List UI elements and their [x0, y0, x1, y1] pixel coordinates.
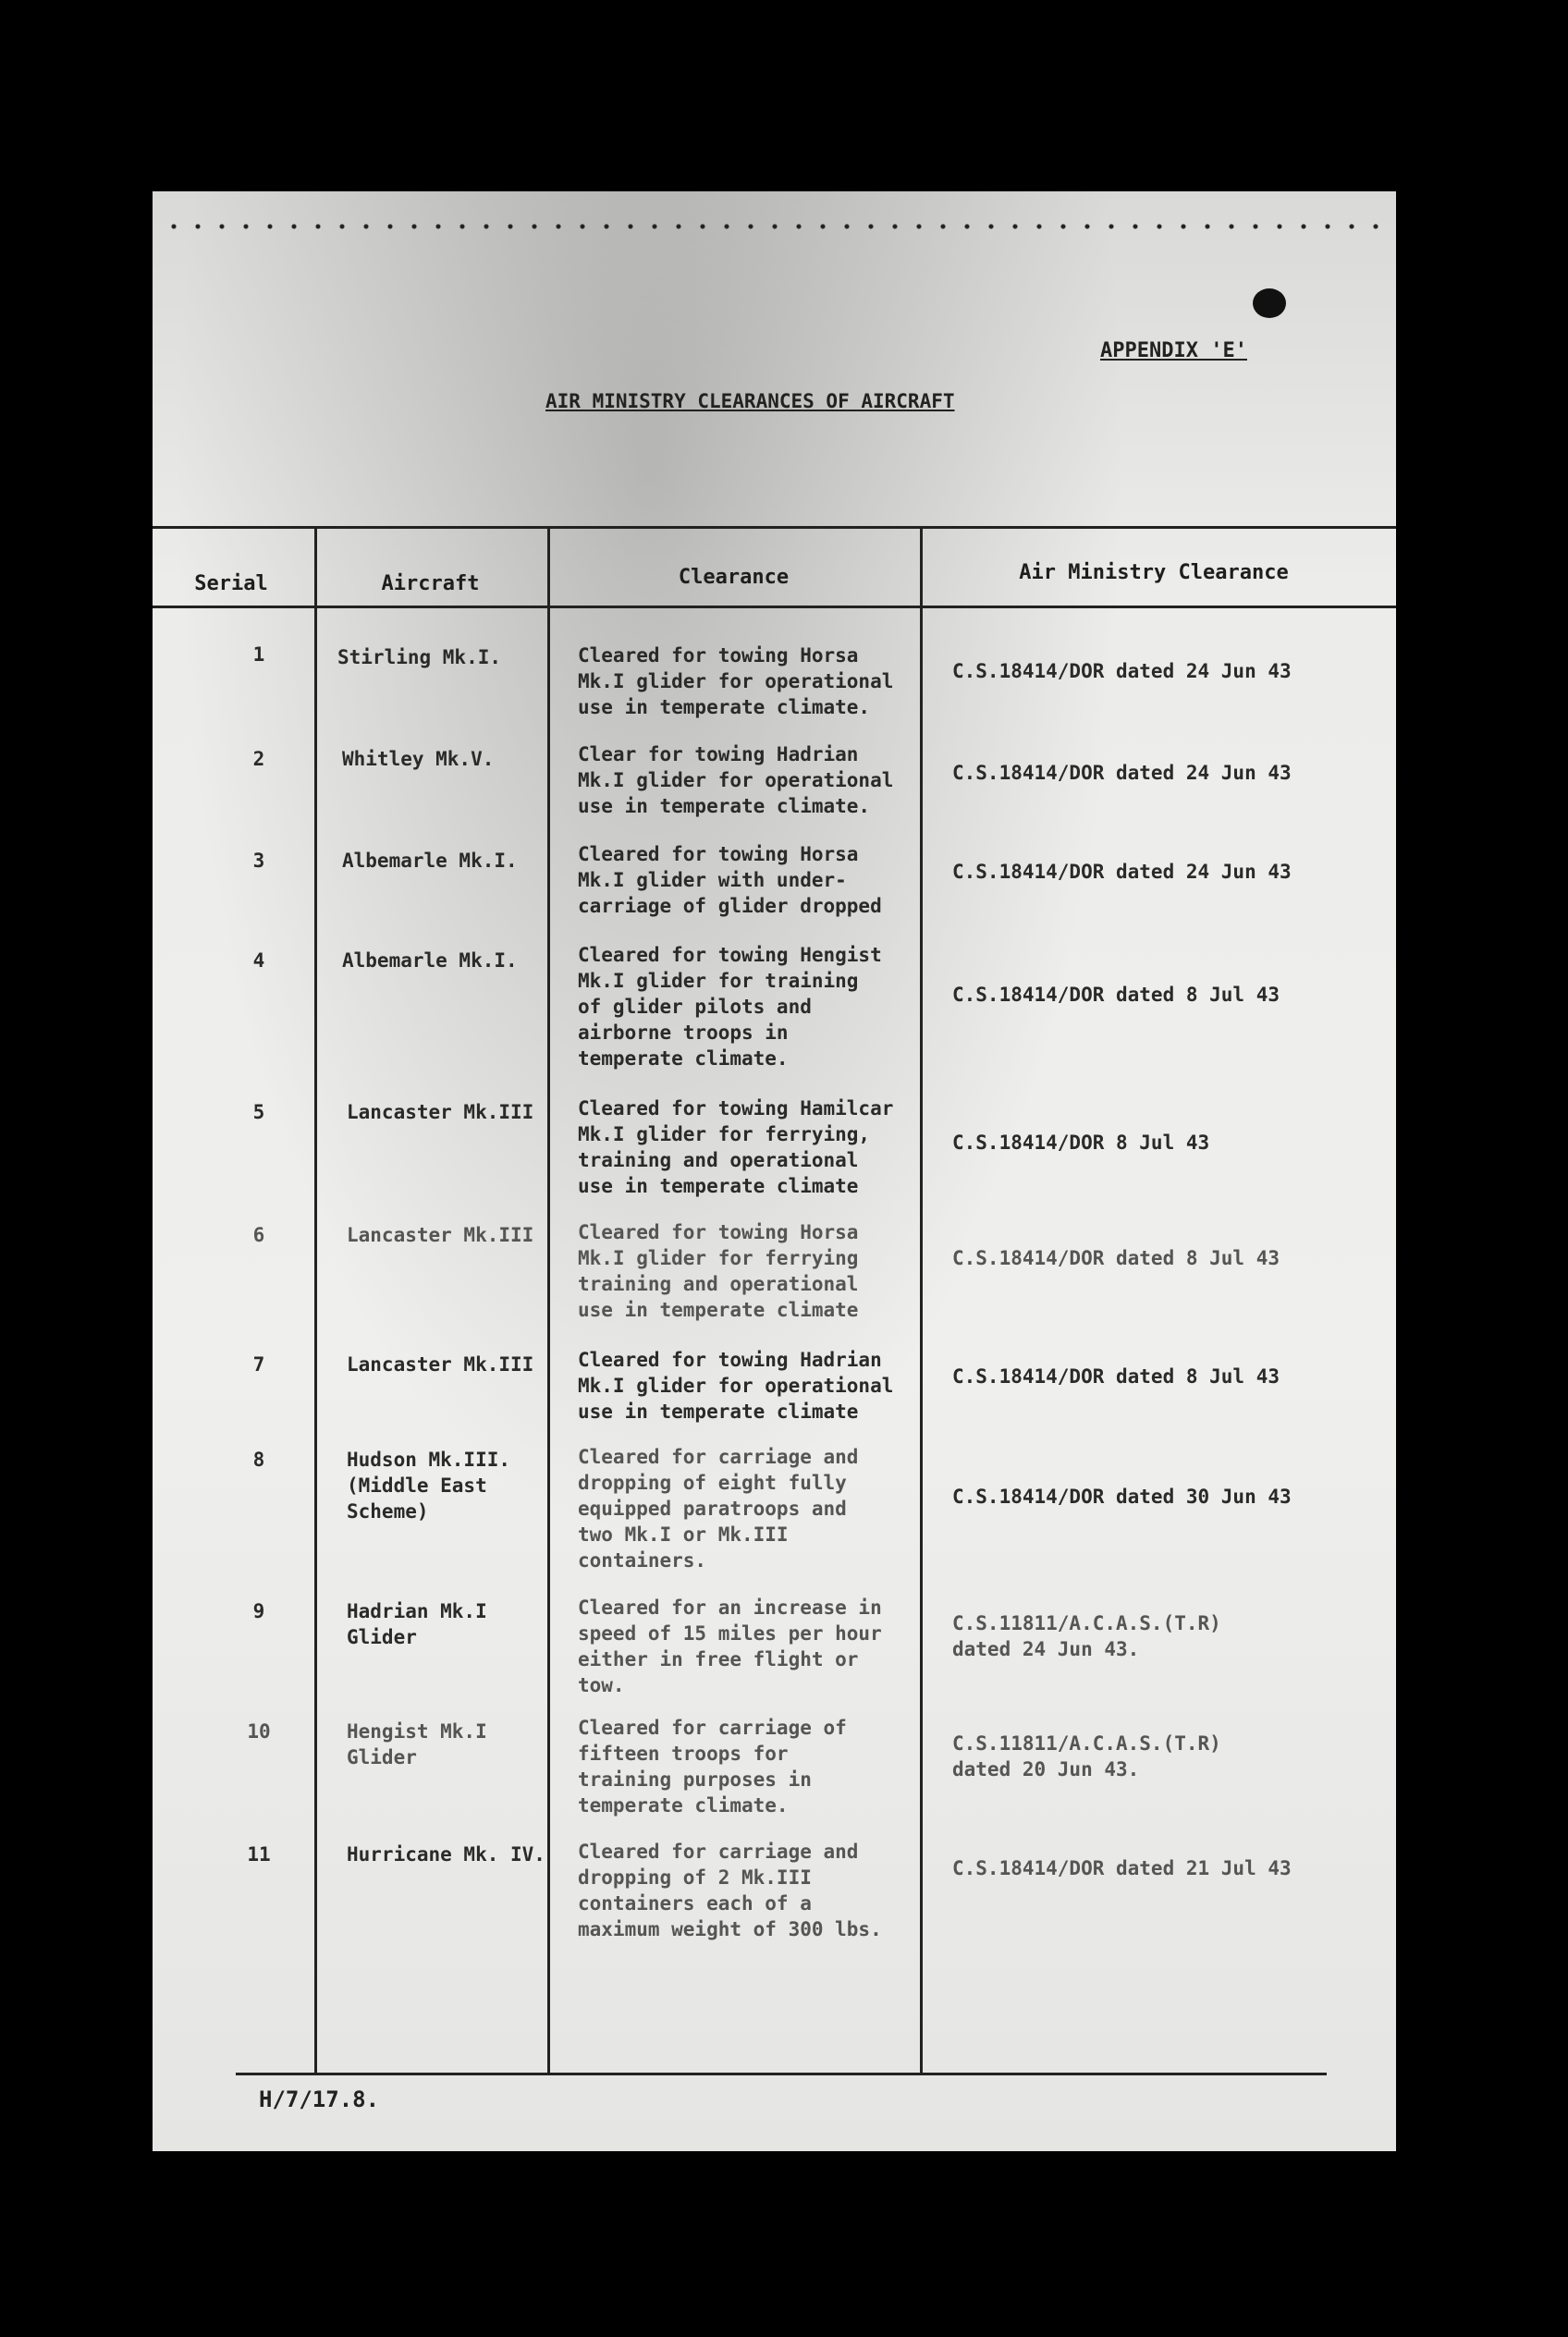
- row-9-serial: 9: [252, 1600, 265, 1622]
- row-8-clearance: Cleared for carriage and dropping of eight fully equipped paratroops and two Mk.I or Mk.III containers.: [578, 1446, 859, 1572]
- table-bottom-rule: [236, 2073, 1327, 2075]
- row-5-clearance: Cleared for towing Hamilcar Mk.I glider for ferrying, training and operational use in temperate climate: [578, 1097, 894, 1197]
- row-6-serial: 6: [252, 1224, 265, 1246]
- row-9-aircraft: Hadrian Mk.I Glider: [347, 1600, 487, 1648]
- row-3-aircraft: Albemarle Mk.I.: [342, 850, 518, 872]
- header-clearance: Clearance: [678, 566, 790, 589]
- row-4-am-clearance: C.S.18414/DOR dated 8 Jul 43: [952, 984, 1280, 1006]
- row-7-aircraft: Lancaster Mk.III: [347, 1353, 534, 1376]
- row-4-clearance: Cleared for towing Hengist Mk.I glider for training of glider pilots and airborne troops in temperate climate.: [578, 944, 882, 1070]
- row-5-serial: 5: [252, 1101, 265, 1123]
- row-8-aircraft: Hudson Mk.III. (Middle East Scheme): [347, 1449, 511, 1523]
- row-10-serial: 10: [247, 1720, 271, 1743]
- ink-blot: [1253, 288, 1286, 318]
- row-4-aircraft: Albemarle Mk.I.: [342, 949, 518, 972]
- row-7-serial: 7: [252, 1353, 265, 1376]
- row-1-serial: 1: [252, 643, 265, 666]
- row-3-clearance: Cleared for towing Horsa Mk.I glider with under- carriage of glider dropped: [578, 843, 882, 917]
- header-bottom-rule: [153, 606, 1396, 608]
- row-5-aircraft: Lancaster Mk.III: [347, 1101, 534, 1123]
- column-divider-3: [920, 526, 923, 2073]
- row-3-am-clearance: C.S.18414/DOR dated 24 Jun 43: [952, 861, 1292, 883]
- footer-reference: H/7/17.8.: [259, 2086, 380, 2112]
- row-3-serial: 3: [252, 850, 265, 872]
- column-divider-1: [314, 526, 317, 2073]
- row-11-am-clearance: C.S.18414/DOR dated 21 Jul 43: [952, 1857, 1292, 1879]
- header-serial: Serial: [194, 572, 268, 595]
- row-1-clearance: Cleared for towing Horsa Mk.I glider for operational use in temperate climate.: [578, 644, 894, 718]
- punch-hole-row: [162, 224, 1387, 229]
- row-10-aircraft: Hengist Mk.I Glider: [347, 1720, 487, 1768]
- row-10-clearance: Cleared for carriage of fifteen troops for training purposes in temperate climate.: [578, 1717, 847, 1817]
- row-11-aircraft: Hurricane Mk. IV.: [347, 1843, 545, 1866]
- document-title: AIR MINISTRY CLEARANCES OF AIRCRAFT: [545, 390, 955, 412]
- row-2-serial: 2: [252, 748, 265, 770]
- row-9-am-clearance: C.S.11811/A.C.A.S.(T.R) dated 24 Jun 43.: [952, 1612, 1221, 1660]
- row-8-am-clearance: C.S.18414/DOR dated 30 Jun 43: [952, 1486, 1292, 1508]
- row-8-serial: 8: [252, 1449, 265, 1471]
- row-2-clearance: Clear for towing Hadrian Mk.I glider for operational use in temperate climate.: [578, 743, 894, 817]
- row-11-serial: 11: [247, 1843, 271, 1866]
- column-divider-2: [547, 526, 550, 2073]
- table-top-rule: [153, 526, 1396, 529]
- row-10-am-clearance: C.S.11811/A.C.A.S.(T.R) dated 20 Jun 43.: [952, 1732, 1221, 1780]
- row-9-clearance: Cleared for an increase in speed of 15 miles per hour either in free flight or tow.: [578, 1597, 882, 1696]
- row-11-clearance: Cleared for carriage and dropping of 2 Mk.III containers each of a maximum weight of 300 lbs.: [578, 1841, 882, 1940]
- row-2-aircraft: Whitley Mk.V.: [342, 748, 495, 770]
- appendix-label: APPENDIX 'E': [1100, 339, 1247, 362]
- header-aircraft: Aircraft: [381, 572, 480, 595]
- row-6-am-clearance: C.S.18414/DOR dated 8 Jul 43: [952, 1247, 1280, 1269]
- row-1-am-clearance: C.S.18414/DOR dated 24 Jun 43: [952, 660, 1292, 682]
- header-air-ministry-clearance: Air Ministry Clearance: [1019, 561, 1289, 584]
- row-5-am-clearance: C.S.18414/DOR 8 Jul 43: [952, 1132, 1210, 1154]
- document-page: [153, 191, 1396, 2151]
- row-7-am-clearance: C.S.18414/DOR dated 8 Jul 43: [952, 1365, 1280, 1388]
- row-6-clearance: Cleared for towing Horsa Mk.I glider for ferrying training and operational use in temperate climate: [578, 1221, 859, 1321]
- row-6-aircraft: Lancaster Mk.III: [347, 1224, 534, 1246]
- row-7-clearance: Cleared for towing Hadrian Mk.I glider for operational use in temperate climate: [578, 1349, 894, 1423]
- row-2-am-clearance: C.S.18414/DOR dated 24 Jun 43: [952, 762, 1292, 784]
- row-4-serial: 4: [252, 949, 265, 972]
- row-1-aircraft: Stirling Mk.I.: [337, 646, 502, 668]
